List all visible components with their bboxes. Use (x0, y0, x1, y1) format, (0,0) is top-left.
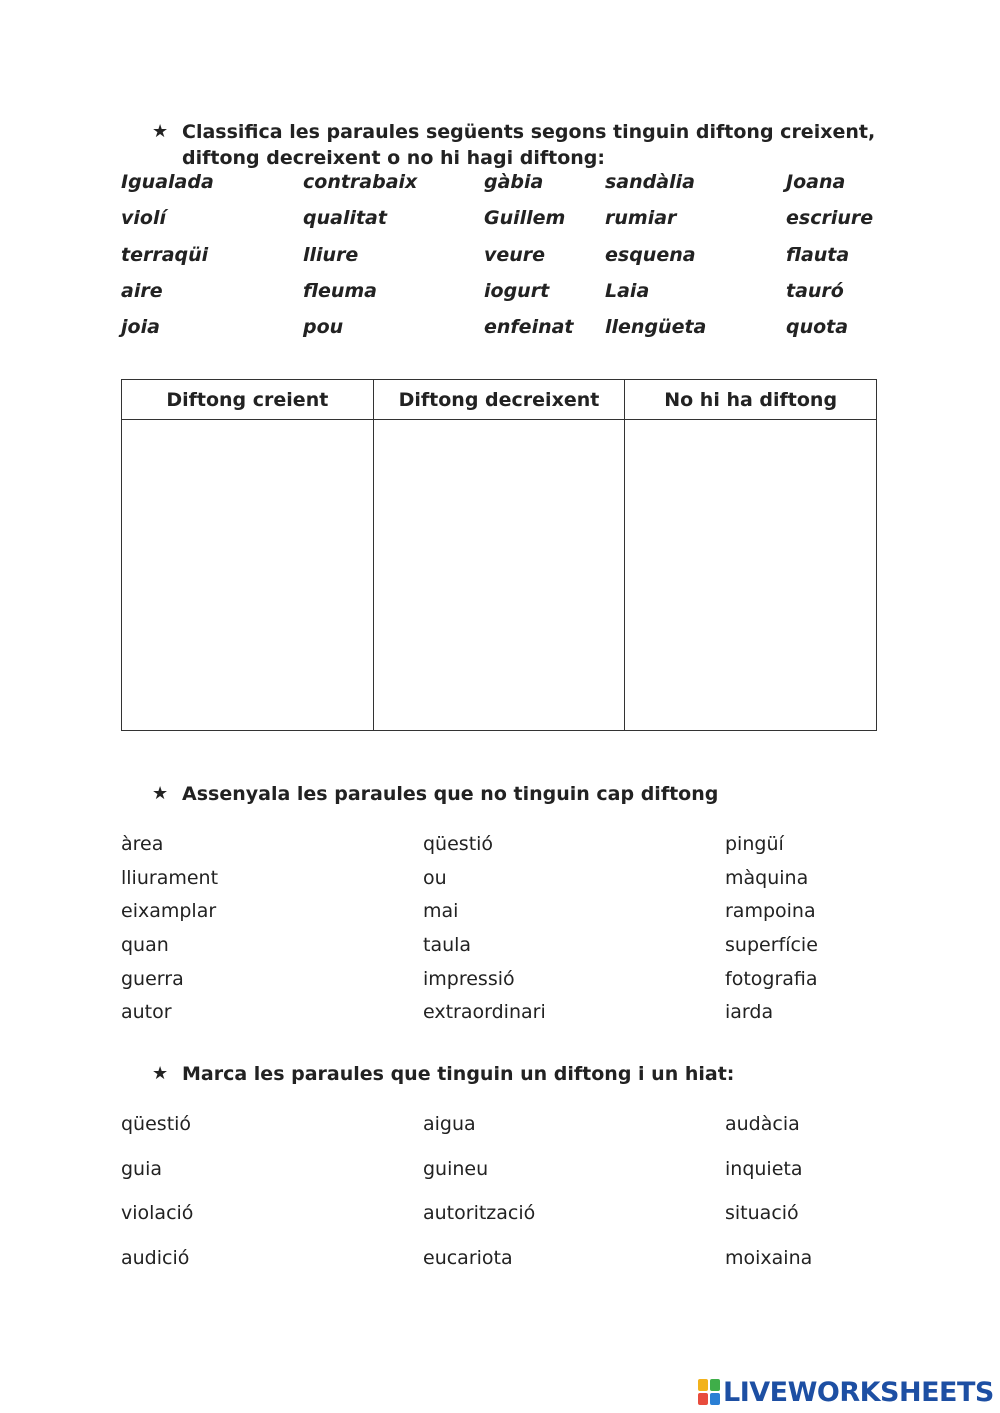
section2-word[interactable]: quan (121, 934, 169, 956)
section1-word[interactable]: terraqüi (121, 244, 209, 266)
section2-word[interactable]: ou (423, 867, 447, 889)
star-icon: ★ (152, 1063, 169, 1084)
section1-word[interactable]: Igualada (121, 171, 214, 193)
section3-instruction-text: Marca les paraules que tinguin un diftong i un hiat: (182, 1063, 735, 1085)
section2-word[interactable]: autor (121, 1001, 172, 1023)
section2-word[interactable]: àrea (121, 833, 164, 855)
star-icon: ★ (152, 121, 169, 142)
section1-word[interactable]: iogurt (484, 280, 550, 302)
logo-square-3 (698, 1393, 708, 1405)
section1-word[interactable]: rumiar (605, 207, 677, 229)
section1-word[interactable]: Joana (786, 171, 846, 193)
section3-word[interactable]: audàcia (725, 1113, 800, 1135)
logo-icon (698, 1379, 720, 1405)
section1-word[interactable]: violí (121, 207, 166, 229)
section1-word[interactable]: esquena (605, 244, 696, 266)
header-diftong-creixent: Diftong creient (122, 380, 374, 420)
section2-word[interactable]: lliurament (121, 867, 219, 889)
section3-word[interactable]: eucariota (423, 1247, 513, 1269)
section3-word[interactable]: autorització (423, 1202, 536, 1224)
logo-square-2 (710, 1379, 720, 1391)
section2-word[interactable]: superfície (725, 934, 818, 956)
section3-word[interactable]: situació (725, 1202, 799, 1224)
liveworksheets-logo (698, 1375, 994, 1409)
section1-word[interactable]: flauta (786, 244, 850, 266)
header-diftong-decreixent: Diftong decreixent (373, 380, 625, 420)
section1-word[interactable]: contrabaix (303, 171, 418, 193)
section2-word[interactable]: màquina (725, 867, 809, 889)
section1-word[interactable]: escriure (786, 207, 874, 229)
header-no-diftong: No hi ha diftong (625, 380, 877, 420)
section1-word[interactable]: joia (121, 316, 160, 338)
section2-word[interactable]: eixamplar (121, 900, 217, 922)
section2-word[interactable]: extraordinari (423, 1001, 546, 1023)
section2-word[interactable]: rampoina (725, 900, 816, 922)
section2-word[interactable]: impressió (423, 968, 515, 990)
classification-table (121, 379, 877, 731)
section1-word[interactable]: quota (786, 316, 849, 338)
section1-word[interactable]: aire (121, 280, 163, 302)
section3-word[interactable]: guineu (423, 1158, 489, 1180)
section1-word[interactable]: Laia (605, 280, 650, 302)
section1-instruction-line1: Classifica les paraules següents segons tinguin diftong creixent, (182, 121, 876, 143)
section1-word[interactable]: lliure (303, 244, 359, 266)
section2-word[interactable]: qüestió (423, 833, 494, 855)
answer-cell-no-diftong[interactable] (625, 420, 877, 731)
section1-instruction-line2: diftong decreixent o no hi hagi diftong: (182, 147, 605, 169)
answer-cell-decreixent[interactable] (373, 420, 625, 731)
section1-word[interactable]: pou (303, 316, 344, 338)
section3-word[interactable]: audició (121, 1247, 190, 1269)
section1-word[interactable]: fleuma (303, 280, 377, 302)
logo-text: LIVEWORKSHEETS (723, 1376, 994, 1408)
section2-instruction-text: Assenyala les paraules que no tinguin cap diftong (182, 783, 719, 805)
section2-word[interactable]: iarda (725, 1001, 774, 1023)
section1-word[interactable]: Guillem (484, 207, 566, 229)
section3-word[interactable]: moixaina (725, 1247, 813, 1269)
section3-word[interactable]: violació (121, 1202, 194, 1224)
section1-word[interactable]: veure (484, 244, 546, 266)
section2-word[interactable]: guerra (121, 968, 184, 990)
section1-word[interactable]: tauró (786, 280, 844, 302)
section3-word[interactable]: qüestió (121, 1113, 192, 1135)
section3-instruction (152, 1061, 735, 1087)
section1-word[interactable]: sandàlia (605, 171, 695, 193)
logo-square-4 (710, 1393, 720, 1405)
section2-word[interactable]: fotografia (725, 968, 818, 990)
logo-square-1 (698, 1379, 708, 1391)
section1-word[interactable]: enfeinat (484, 316, 574, 338)
section1-word[interactable]: llengüeta (605, 316, 707, 338)
section2-word[interactable]: pingüí (725, 833, 784, 855)
section2-word[interactable]: mai (423, 900, 459, 922)
table-header-row (122, 380, 877, 420)
section3-word[interactable]: guia (121, 1158, 163, 1180)
section1-word[interactable]: qualitat (303, 207, 387, 229)
answer-cell-creixent[interactable] (122, 420, 374, 731)
section2-instruction (152, 781, 719, 807)
section3-word[interactable]: aigua (423, 1113, 476, 1135)
section2-word[interactable]: taula (423, 934, 472, 956)
section1-instruction (152, 119, 902, 171)
star-icon: ★ (152, 783, 169, 804)
table-answer-row (122, 420, 877, 731)
section1-word[interactable]: gàbia (484, 171, 544, 193)
section3-word[interactable]: inquieta (725, 1158, 803, 1180)
